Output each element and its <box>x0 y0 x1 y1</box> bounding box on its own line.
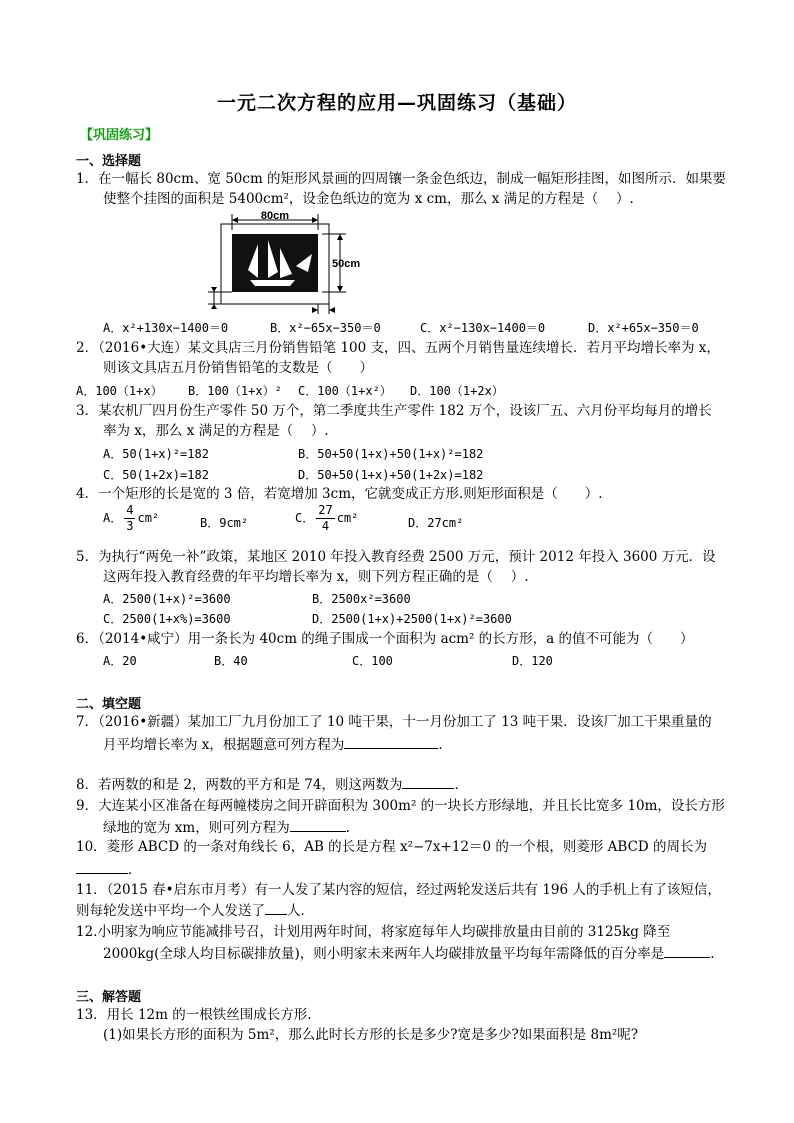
q2-option-c: C．100（1+x²） <box>298 384 392 398</box>
q9-line2: 绿地的宽为 xm，则可列方程为 ． <box>103 820 360 836</box>
q8-line1: 8．若两数的和是 2，两数的平方和是 74，则这两数为 ． <box>76 777 468 793</box>
q5-line2: 这两年投入教育经费的年平均增长率为 x，则下列方程正确的是（ ）. <box>103 569 529 585</box>
q1-option-d: D．x²+65x−350＝0 <box>588 321 699 335</box>
q2-line1: 2．（2016•大连）某文具店三月份销售铅笔 100 支，四、五两个月销售量连续增长．若月平均增长率为 x， <box>76 340 720 356</box>
q1-line1: 1．在一幅长 80cm、宽 50cm 的矩形风景画的四周镶一条金色纸边，制成一幅矩形挂图，如图所示．如果要 <box>76 171 727 187</box>
q6-option-c: C．100 <box>352 654 393 668</box>
fig-height-label: 50cm <box>332 258 361 270</box>
q5-line1: 5．为执行“两免一补”政策，某地区 2010 年投入教育经费 2500 万元，预计 2012 年投入 3600 万元．设 <box>76 549 716 565</box>
answer-blank[interactable] <box>402 775 454 789</box>
answer-blank[interactable] <box>76 860 128 874</box>
q11-line1: 11．（2015 春•启东市月考）有一人发了某内容的短信，经过两轮发送后共有 196 人的手机上有了该短信， <box>76 882 721 898</box>
q11-line2: 则每轮发送中平均一个人发送了 人． <box>76 903 314 919</box>
q10-line2: ． <box>76 860 142 879</box>
page-title: 一元二次方程的应用—巩固练习（基础） <box>216 92 577 114</box>
q2-option-b: B．100（1+x）² <box>188 384 282 398</box>
q4-option-b: B．9cm² <box>200 516 249 530</box>
q6-option-a: A．20 <box>103 654 137 668</box>
q13-line2: (1)如果长方形的面积为 5m²，那么此时长方形的长是多少?宽是多少?如果面积是 8m²呢? <box>103 1027 639 1043</box>
q4-line1: 4．一个矩形的长是宽的 3 倍，若宽增加 3cm，它就变成正方形.则矩形面积是（ ）. <box>76 486 603 502</box>
q3-option-a: A．50(1+x)²=182 <box>103 447 209 461</box>
q1-option-a: A．x²+130x−1400＝0 <box>103 321 229 335</box>
answer-blank[interactable] <box>290 818 346 832</box>
q12-line1: 12.小明家为响应节能减排号召，计划用两年时间，将家庭每年人均碳排放量由目前的 3125kg 降至 <box>76 924 671 940</box>
q7-line2: 月平均增长率为 x，根据题意可列方程为 ． <box>103 737 452 753</box>
q5-option-b: B．2500x²=3600 <box>312 592 411 606</box>
fig-width-label: 80cm <box>260 210 290 222</box>
q1-option-c: C．x²−130x−1400＝0 <box>420 321 546 335</box>
q1-figure <box>200 210 380 320</box>
q4-option-a-unit: cm² <box>137 511 160 525</box>
section-choice-heading: 一、选择题 <box>76 154 142 169</box>
q3-option-b: B．50+50(1+x)+50(1+x)²=182 <box>298 447 484 461</box>
answer-blank[interactable] <box>344 735 438 749</box>
answer-blank[interactable] <box>664 944 710 958</box>
q2-option-a: A．100（1+x） <box>76 384 163 398</box>
q4-option-c <box>295 503 358 534</box>
q13-line1: 13．用长 12m 的一根铁丝围成长方形. <box>76 1007 312 1023</box>
q12-line2: 2000kg(全球人均目标碳排放量)，则小明家未来两年人均碳排放量平均每年需降低的百分率是 . <box>103 946 715 962</box>
answer-blank[interactable] <box>265 901 287 915</box>
q1-option-b: B．x²−65x−350＝0 <box>270 321 381 335</box>
q2-option-d: D．100（1+2x） <box>410 384 504 398</box>
practice-header: 【巩固练习】 <box>80 128 159 143</box>
q9-line1: 9．大连某小区准备在每两幢楼房之间开辟面积为 300m² 的一块长方形绿地，并且长比宽多 10m，设长方形 <box>76 798 725 814</box>
q5-option-c: C．2500(1+x%)=3600 <box>103 612 231 626</box>
fraction: $\frac{4}{3}$ <box>126 503 134 533</box>
q3-line2: 率为 x，那么 x 满足的方程是（ ）. <box>103 423 329 439</box>
q4-option-c-unit: cm² <box>336 511 359 525</box>
q4-option-d: D．27cm² <box>408 516 464 530</box>
q6-option-b: B．40 <box>214 654 248 668</box>
section-fill-heading: 二、填空题 <box>76 697 142 712</box>
q3-line1: 3．某农机厂四月份生产零件 50 万个，第二季度共生产零件 182 万个，设该厂五、六月份平均每月的增长 <box>76 403 712 419</box>
q3-option-c: C．50(1+2x)=182 <box>103 468 209 482</box>
q5-option-a: A．2500(1+x)²=3600 <box>103 592 231 606</box>
q2-line2: 则该文具店五月份销售铅笔的支数是（ ） <box>103 360 373 376</box>
q4-option-a <box>103 503 159 534</box>
q7-line1: 7．（2016•新疆）某加工厂九月份加工了 10 吨干果，十一月份加工了 13 吨干果．设该厂加工干果重量的 <box>76 714 712 730</box>
q6-option-d: D．120 <box>512 654 553 668</box>
q4-option-a-label: A． <box>103 511 123 525</box>
section-answer-heading: 三、解答题 <box>76 990 142 1005</box>
q6-line1: 6．（2014•咸宁）用一条长为 40cm 的绳子围成一个面积为 acm² 的长方形，a 的值不可能为（ ） <box>76 631 694 647</box>
q4-option-c-label: C． <box>295 511 315 525</box>
fraction: $\frac{27}{4}$ <box>318 503 333 533</box>
q1-line2: 使整个挂图的面积是 5400cm²，设金色纸边的宽为 x cm，那么 x 满足的方程是（ ）. <box>103 191 634 207</box>
q3-option-d: D．50+50(1+x)+50(1+2x)=182 <box>298 468 484 482</box>
q5-option-d: D．2500(1+x)+2500(1+x)²=3600 <box>312 612 512 626</box>
q10-line1: 10．菱形 ABCD 的一条对角线长 6，AB 的长是方程 x²−7x+12＝0 的一个根，则菱形 ABCD 的周长为 <box>76 839 708 855</box>
